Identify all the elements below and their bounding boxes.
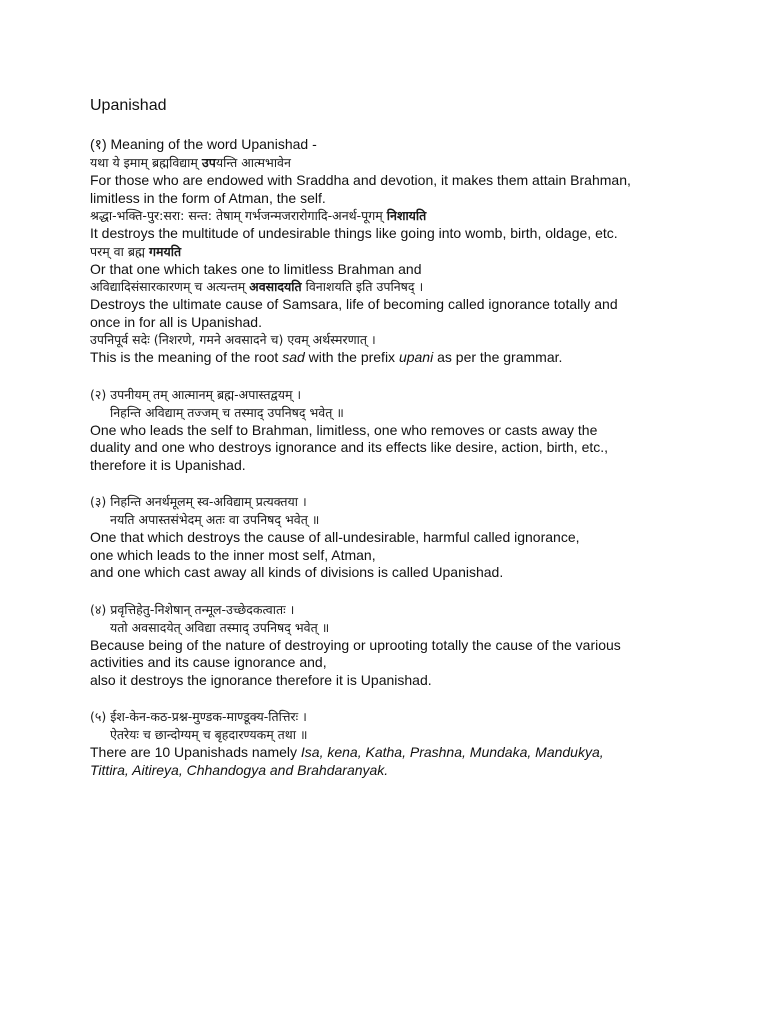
translation-line: duality and one who destroys ignorance and its effects like desire, action, birth, etc., xyxy=(90,439,609,455)
translation-line: Or that one which takes one to limitless Brahman and xyxy=(90,260,422,277)
translation-line: Tittira, Aitireya, Chhandogya and Brahdaranyak. xyxy=(90,761,389,778)
sanskrit-line xyxy=(90,278,690,296)
translation-text: There are 10 Upanishads namely xyxy=(90,744,301,760)
sanskrit-text: यन्ति आत्मभावेन xyxy=(215,155,291,170)
translation-line: therefore it is Upanishad. xyxy=(90,456,246,473)
translation-line: and one which cast away all kinds of divisions is called Upanishad. xyxy=(90,564,504,580)
sanskrit-verse-line: यतो अवसादयेत् अविद्या तस्माद् उपनिषद् भवेत् ॥ xyxy=(110,619,330,635)
sanskrit-text: विनाशयति इति उपनिषद् । xyxy=(301,279,424,294)
translation-line: activities and its cause ignorance and, xyxy=(90,654,327,670)
sanskrit-verse-line: (५) ईश-केन-कठ-प्रश्न-मुण्डक-माण्डूक्य-तित्तिरः । xyxy=(90,709,307,724)
translation-line: It destroys the multitude of undesirable things like going into womb, birth, oldage, etc. xyxy=(90,225,618,241)
sanskrit-verse-line: (४) प्रवृत्तिहेतु-निशेषान् तन्मूल-उच्छेदकत्वातः । xyxy=(90,601,295,617)
sanskrit-verse-line: निहन्ति अविद्याम् तज्जम् च तस्माद् उपनिषद् भवेत् ॥ xyxy=(110,404,344,420)
translation-line: once in for all is Upanishad. xyxy=(90,313,262,330)
sanskrit-line: उपनिपूर्व सदेः (निशरणे, गमने अवसादने च) एवम् अर्थस्मरणात् । xyxy=(90,332,376,347)
translation-italic: upani xyxy=(398,349,434,365)
section-5 xyxy=(90,708,690,779)
translation-line: also it destroys the ignorance therefore it is Upanishad. xyxy=(90,671,432,688)
sanskrit-verse-line: नयति अपास्तसंभेदम् अतः वा उपनिषद् भवेत् ॥ xyxy=(110,512,320,527)
translation-italic: Isa, kena, Katha, Prashna, Mundaka, Mandukya, xyxy=(300,744,604,760)
sanskrit-line xyxy=(90,154,690,172)
sanskrit-text: परम् वा ब्रह्म xyxy=(90,243,149,259)
section-1-heading: (१) Meaning of the word Upanishad - xyxy=(90,136,317,152)
document-body xyxy=(90,96,690,798)
translation-text: as per the grammar. xyxy=(433,349,563,365)
translation-line xyxy=(90,349,690,367)
sanskrit-line xyxy=(90,207,690,225)
translation-text: This is the meaning of the root xyxy=(90,349,283,365)
sanskrit-emphasis: उप xyxy=(201,155,216,170)
sanskrit-text: अविद्यादिसंसारकारणम् च अत्यन्तम् xyxy=(90,279,250,294)
translation-line: Destroys the ultimate cause of Samsara, life of becoming called ignorance totally and xyxy=(90,296,618,312)
section-3 xyxy=(90,493,690,582)
sanskrit-verse-line: (२) उपनीयम् तम् आत्मानम् ब्रह्म-अपास्तद्वयम् । xyxy=(90,386,302,402)
sanskrit-text: श्रद्धा-भक्ति-पुर:सरा: सन्त: तेषाम् गर्भजन्मजरारोगादि-अनर्थ-पूगम् xyxy=(90,208,387,223)
section-4 xyxy=(90,601,690,690)
page-title: Upanishad xyxy=(90,97,167,114)
sanskrit-line xyxy=(90,243,690,261)
sanskrit-emphasis: गमयति xyxy=(148,243,182,259)
translation-line: One that which destroys the cause of all-undesirable, harmful called ignorance, xyxy=(90,529,580,545)
sanskrit-emphasis: अवसादयति xyxy=(249,279,302,294)
section-2 xyxy=(90,386,690,475)
sanskrit-emphasis: निशायति xyxy=(386,208,427,223)
section-1 xyxy=(90,134,690,367)
translation-line: Because being of the nature of destroying or uprooting totally the cause of the various xyxy=(90,636,621,653)
sanskrit-text: यथा ये इमाम् ब्रह्मविद्याम् xyxy=(90,155,202,170)
translation-line: one which leads to the inner most self, Atman, xyxy=(90,546,376,563)
sanskrit-verse-line: ऐतरेयः च छान्दोग्यम् च बृहदारण्यकम् तथा ॥ xyxy=(110,727,308,742)
sanskrit-verse-line: (३) निहन्ति अनर्थमूलम् स्व-अविद्याम् प्रत्यक्तया । xyxy=(90,494,307,509)
translation-line: One who leads the self to Brahman, limitless, one who removes or casts away the xyxy=(90,421,598,438)
translation-line: limitless in the form of Atman, the self. xyxy=(90,189,326,206)
translation-text: with the prefix xyxy=(304,349,399,365)
translation-italic: sad xyxy=(282,349,305,365)
translation-line: For those who are endowed with Sraddha and devotion, it makes them attain Brahman, xyxy=(90,172,631,188)
translation-line xyxy=(90,744,690,762)
